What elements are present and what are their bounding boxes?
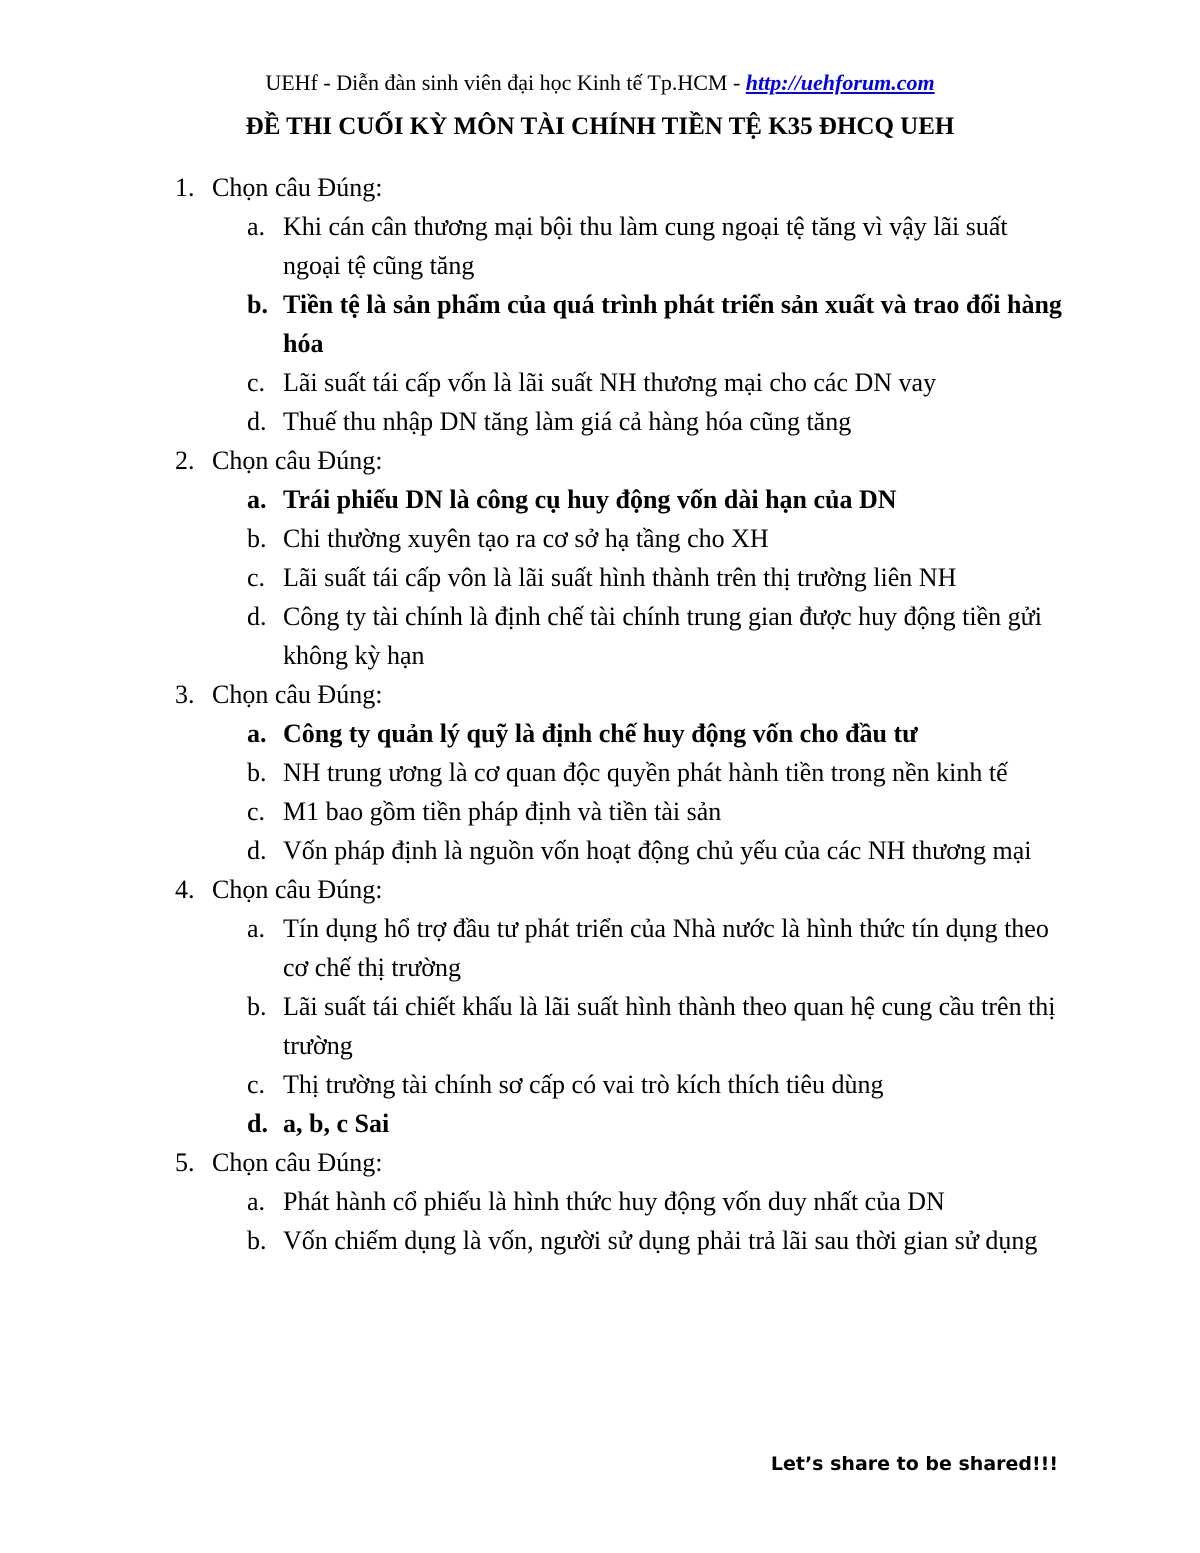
option-text: Chi thường xuyên tạo ra cơ sở hạ tầng cho XH xyxy=(283,524,769,553)
option-list xyxy=(212,207,1065,441)
header-text: UEHf - Diễn đàn sinh viên đại học Kinh tế Tp.HCM - xyxy=(265,70,746,95)
option-list xyxy=(212,480,1065,675)
question-prompt: Chọn câu Đúng: xyxy=(212,446,383,475)
option-label: d. xyxy=(247,407,267,436)
option-text: Công ty quản lý quỹ là định chế huy động vốn cho đầu tư xyxy=(283,719,918,748)
option-label: a. xyxy=(247,212,266,241)
option-label: b. xyxy=(247,758,267,787)
option-text: M1 bao gồm tiền pháp định và tiền tài sản xyxy=(283,797,722,826)
question-number: 5. xyxy=(175,1148,195,1177)
question-number: 4. xyxy=(175,875,195,904)
answer-option xyxy=(175,792,1065,831)
answer-option-correct xyxy=(175,1104,1065,1143)
option-text: Vốn pháp định là nguồn vốn hoạt động chủ yếu của các NH thương mại xyxy=(283,836,1032,865)
option-text: Vốn chiếm dụng là vốn, người sử dụng phải trả lãi sau thời gian sử dụng xyxy=(283,1226,1038,1255)
option-text: Tiền tệ là sản phẩm của quá trình phát triển sản xuất và trao đổi hàng hóa xyxy=(283,290,1062,358)
answer-option xyxy=(175,831,1065,870)
question-item xyxy=(175,441,1065,675)
question-number: 1. xyxy=(175,173,195,202)
option-text: Lãi suất tái cấp vôn là lãi suất hình thành trên thị trường liên NH xyxy=(283,563,957,592)
option-label: a. xyxy=(247,719,267,748)
option-text: Khi cán cân thương mại bội thu làm cung ngoại tệ tăng vì vậy lãi suất ngoại tệ cũng tăng xyxy=(283,212,1008,280)
option-label: b. xyxy=(247,290,268,319)
answer-option xyxy=(175,1182,1065,1221)
question-prompt: Chọn câu Đúng: xyxy=(212,875,383,904)
option-text: a, b, c Sai xyxy=(283,1109,390,1138)
option-text: Tín dụng hổ trợ đầu tư phát triển của Nhà nước là hình thức tín dụng theo cơ chế thị trường xyxy=(283,914,1049,982)
answer-option xyxy=(175,753,1065,792)
option-label: d. xyxy=(247,836,267,865)
option-text: NH trung ương là cơ quan độc quyền phát hành tiền trong nền kinh tế xyxy=(283,758,1008,787)
answer-option xyxy=(175,1221,1065,1260)
question-number: 2. xyxy=(175,446,195,475)
option-label: c. xyxy=(247,797,266,826)
option-label: d. xyxy=(247,1109,268,1138)
option-text: Lãi suất tái cấp vốn là lãi suất NH thương mại cho các DN vay xyxy=(283,368,937,397)
option-text: Thuế thu nhập DN tăng làm giá cả hàng hóa cũng tăng xyxy=(283,407,852,436)
document-title: ĐỀ THI CUỐI KỲ MÔN TÀI CHÍNH TIỀN TỆ K35 ĐHCQ UEH xyxy=(245,113,955,140)
answer-option-correct xyxy=(175,714,1065,753)
question-item xyxy=(175,168,1065,441)
option-label: b. xyxy=(247,1226,267,1255)
option-list xyxy=(212,1182,1065,1260)
footer-slogan: Let’s share to be shared!!! xyxy=(770,1453,1058,1475)
answer-option xyxy=(175,519,1065,558)
answer-option xyxy=(175,909,1065,987)
answer-option xyxy=(175,987,1065,1065)
question-item xyxy=(175,870,1065,1143)
option-label: b. xyxy=(247,992,267,1021)
option-label: a. xyxy=(247,1187,266,1216)
option-label: a. xyxy=(247,914,266,943)
option-text: Lãi suất tái chiết khấu là lãi suất hình thành theo quan hệ cung cầu trên thị trường xyxy=(283,992,1056,1060)
option-text: Phát hành cổ phiếu là hình thức huy động vốn duy nhất của DN xyxy=(283,1187,945,1216)
option-label: b. xyxy=(247,524,267,553)
option-label: d. xyxy=(247,602,267,631)
answer-option-correct xyxy=(175,480,1065,519)
option-list xyxy=(212,714,1065,870)
answer-option-correct xyxy=(175,285,1065,363)
question-item xyxy=(175,675,1065,870)
page-header xyxy=(0,70,1200,96)
question-number: 3. xyxy=(175,680,195,709)
answer-option xyxy=(175,207,1065,285)
option-label: c. xyxy=(247,368,266,397)
question-prompt: Chọn câu Đúng: xyxy=(212,1148,383,1177)
forum-link[interactable]: http://uehforum.com xyxy=(745,70,935,95)
answer-option xyxy=(175,363,1065,402)
question-list xyxy=(175,168,1065,1260)
answer-option xyxy=(175,1065,1065,1104)
option-text: Thị trường tài chính sơ cấp có vai trò kích thích tiêu dùng xyxy=(283,1070,884,1099)
option-text: Công ty tài chính là định chế tài chính trung gian được huy động tiền gửi không kỳ hạn xyxy=(283,602,1042,670)
answer-option xyxy=(175,402,1065,441)
option-label: a. xyxy=(247,485,267,514)
question-item xyxy=(175,1143,1065,1260)
option-label: c. xyxy=(247,1070,266,1099)
answer-option xyxy=(175,558,1065,597)
option-label: c. xyxy=(247,563,266,592)
question-prompt: Chọn câu Đúng: xyxy=(212,680,383,709)
option-text: Trái phiếu DN là công cụ huy động vốn dài hạn của DN xyxy=(283,485,897,514)
question-prompt: Chọn câu Đúng: xyxy=(212,173,383,202)
option-list xyxy=(212,909,1065,1143)
answer-option xyxy=(175,597,1065,675)
